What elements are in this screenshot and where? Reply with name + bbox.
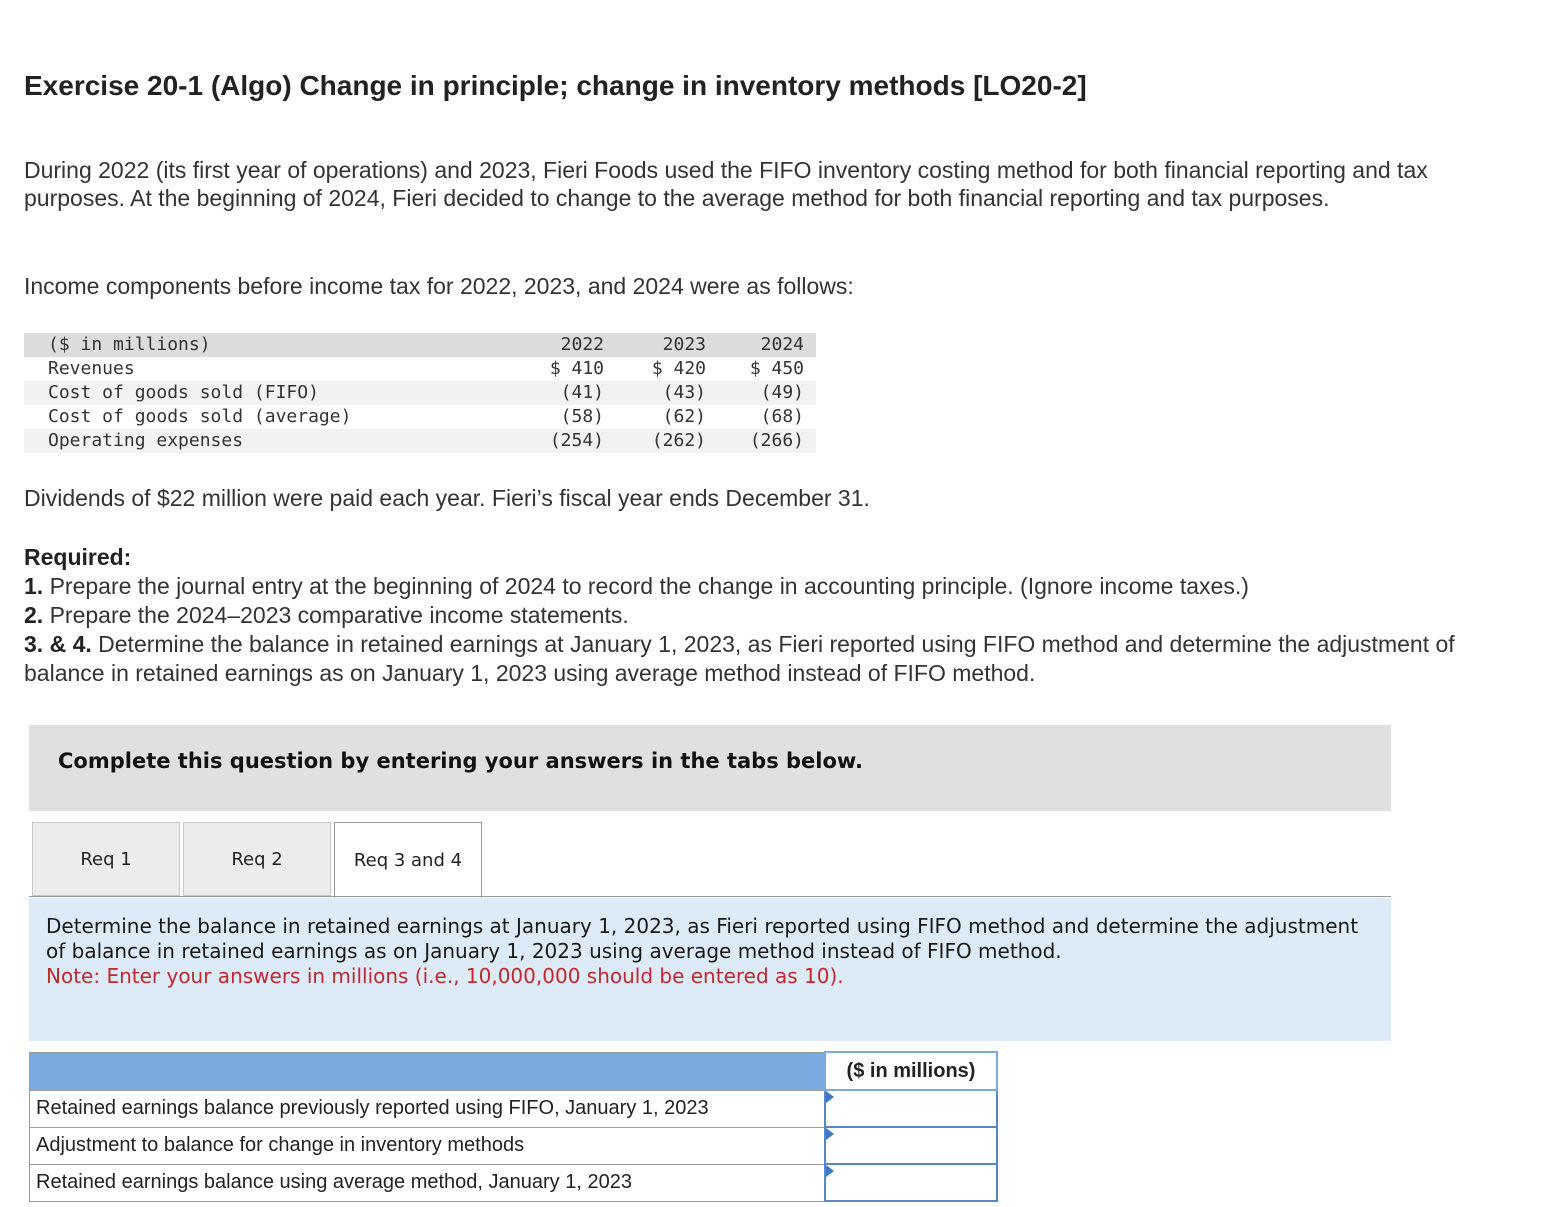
- dividends-text: Dividends of $22 million were paid each year. Fieri’s fiscal year ends December 31.: [24, 485, 870, 511]
- tab-req-1[interactable]: Req 1: [32, 822, 180, 896]
- year-2023-header: 2023: [604, 333, 706, 357]
- table-row: [24, 381, 816, 405]
- table-row: [24, 357, 816, 381]
- row-label: Revenues: [48, 358, 135, 379]
- answer-cell: [825, 1127, 997, 1164]
- components-intro: Income components before income tax for 2022, 2023, and 2024 were as follows:: [24, 273, 854, 299]
- cell-2024: (68): [760, 406, 804, 427]
- cell-2022: (58): [560, 406, 604, 427]
- answer-header-row: [30, 1052, 998, 1090]
- average-balance-input[interactable]: [826, 1165, 996, 1200]
- requirement-panel: [29, 898, 1391, 1041]
- answer-row-label: Retained earnings balance using average method, January 1, 2023: [30, 1164, 826, 1201]
- amount-column-header: ($ in millions): [825, 1052, 997, 1090]
- cell-2022: (254): [520, 429, 604, 453]
- year-2024-header: 2024: [706, 333, 804, 357]
- required-item-number: 1.: [24, 573, 44, 599]
- tab-req-2[interactable]: Req 2: [183, 822, 331, 896]
- answer-cell: [825, 1164, 997, 1201]
- answer-row-label: Adjustment to balance for change in inventory methods: [30, 1127, 826, 1164]
- exercise-title: Exercise 20-1 (Algo) Change in principle; change in inventory methods [LO20-2]: [24, 70, 1087, 101]
- cell-2023: $ 420: [651, 358, 706, 379]
- panel-text: [46, 914, 1366, 989]
- instruction-banner: [29, 725, 1391, 811]
- table-header-row: [24, 333, 816, 357]
- required-item-number: 3. & 4.: [24, 631, 92, 657]
- required-item-number: 2.: [24, 602, 44, 628]
- required-section: [24, 543, 1524, 688]
- income-components-table: [24, 333, 816, 453]
- cell-2024: $ 450: [749, 358, 804, 379]
- answer-row: [30, 1127, 998, 1164]
- year-2022-header: 2022: [520, 333, 604, 357]
- intro-paragraph: During 2022 (its first year of operations) and 2023, Fieri Foods used the FIFO inventory costing method for both financial reporting and tax purposes. At the beginning of 2024, Fieri decided to change to the average method for both financial reporting and tax purposes.: [24, 157, 1428, 211]
- units-label: ($ in millions): [24, 333, 520, 357]
- required-item-text: Prepare the journal entry at the beginning of 2024 to record the change in accounting principle. (Ignore income taxes.): [49, 573, 1249, 599]
- fifo-balance-input[interactable]: [826, 1091, 996, 1126]
- adjustment-input[interactable]: [826, 1128, 996, 1163]
- row-label: Cost of goods sold (average): [48, 406, 352, 427]
- cell-2024: (49): [706, 381, 804, 405]
- answer-cell: [825, 1090, 997, 1127]
- required-heading: Required:: [24, 544, 132, 570]
- panel-question: Determine the balance in retained earnings at January 1, 2023, as Fieri reported using FIFO method and determine the adjustment of balance in retained earnings as on January 1, 2023 using average method instead of FIFO method.: [46, 914, 1359, 963]
- table-row: [24, 405, 816, 429]
- tab-divider: [29, 896, 1391, 897]
- cell-2023: (262): [604, 429, 706, 453]
- cell-2024: (266): [706, 429, 804, 453]
- cell-2023: (62): [662, 406, 706, 427]
- answer-row: [30, 1090, 998, 1127]
- cell-2022: (41): [520, 381, 604, 405]
- required-item-text: Prepare the 2024–2023 comparative income statements.: [49, 602, 629, 628]
- retained-earnings-answer-table: [29, 1051, 998, 1202]
- cell-2023: (43): [604, 381, 706, 405]
- answer-row-label: Retained earnings balance previously reported using FIFO, January 1, 2023: [30, 1090, 826, 1127]
- row-label: Operating expenses: [24, 429, 520, 453]
- instruction-text: Complete this question by entering your answers in the tabs below.: [58, 749, 863, 773]
- required-item-text: Determine the balance in retained earnings at January 1, 2023, as Fieri reported using FIFO method and determine the adjustment of balance in retained earnings as on January 1, 2023 using average method instead of FIFO method.: [24, 631, 1455, 686]
- panel-note: Note: Enter your answers in millions (i.e., 10,000,000 should be entered as 10).: [46, 964, 844, 988]
- table-row: [24, 429, 816, 453]
- cell-2022: $ 410: [549, 358, 604, 379]
- answer-row: [30, 1164, 998, 1201]
- row-label: Cost of goods sold (FIFO): [24, 381, 520, 405]
- tab-req-3-and-4[interactable]: Req 3 and 4: [334, 822, 482, 898]
